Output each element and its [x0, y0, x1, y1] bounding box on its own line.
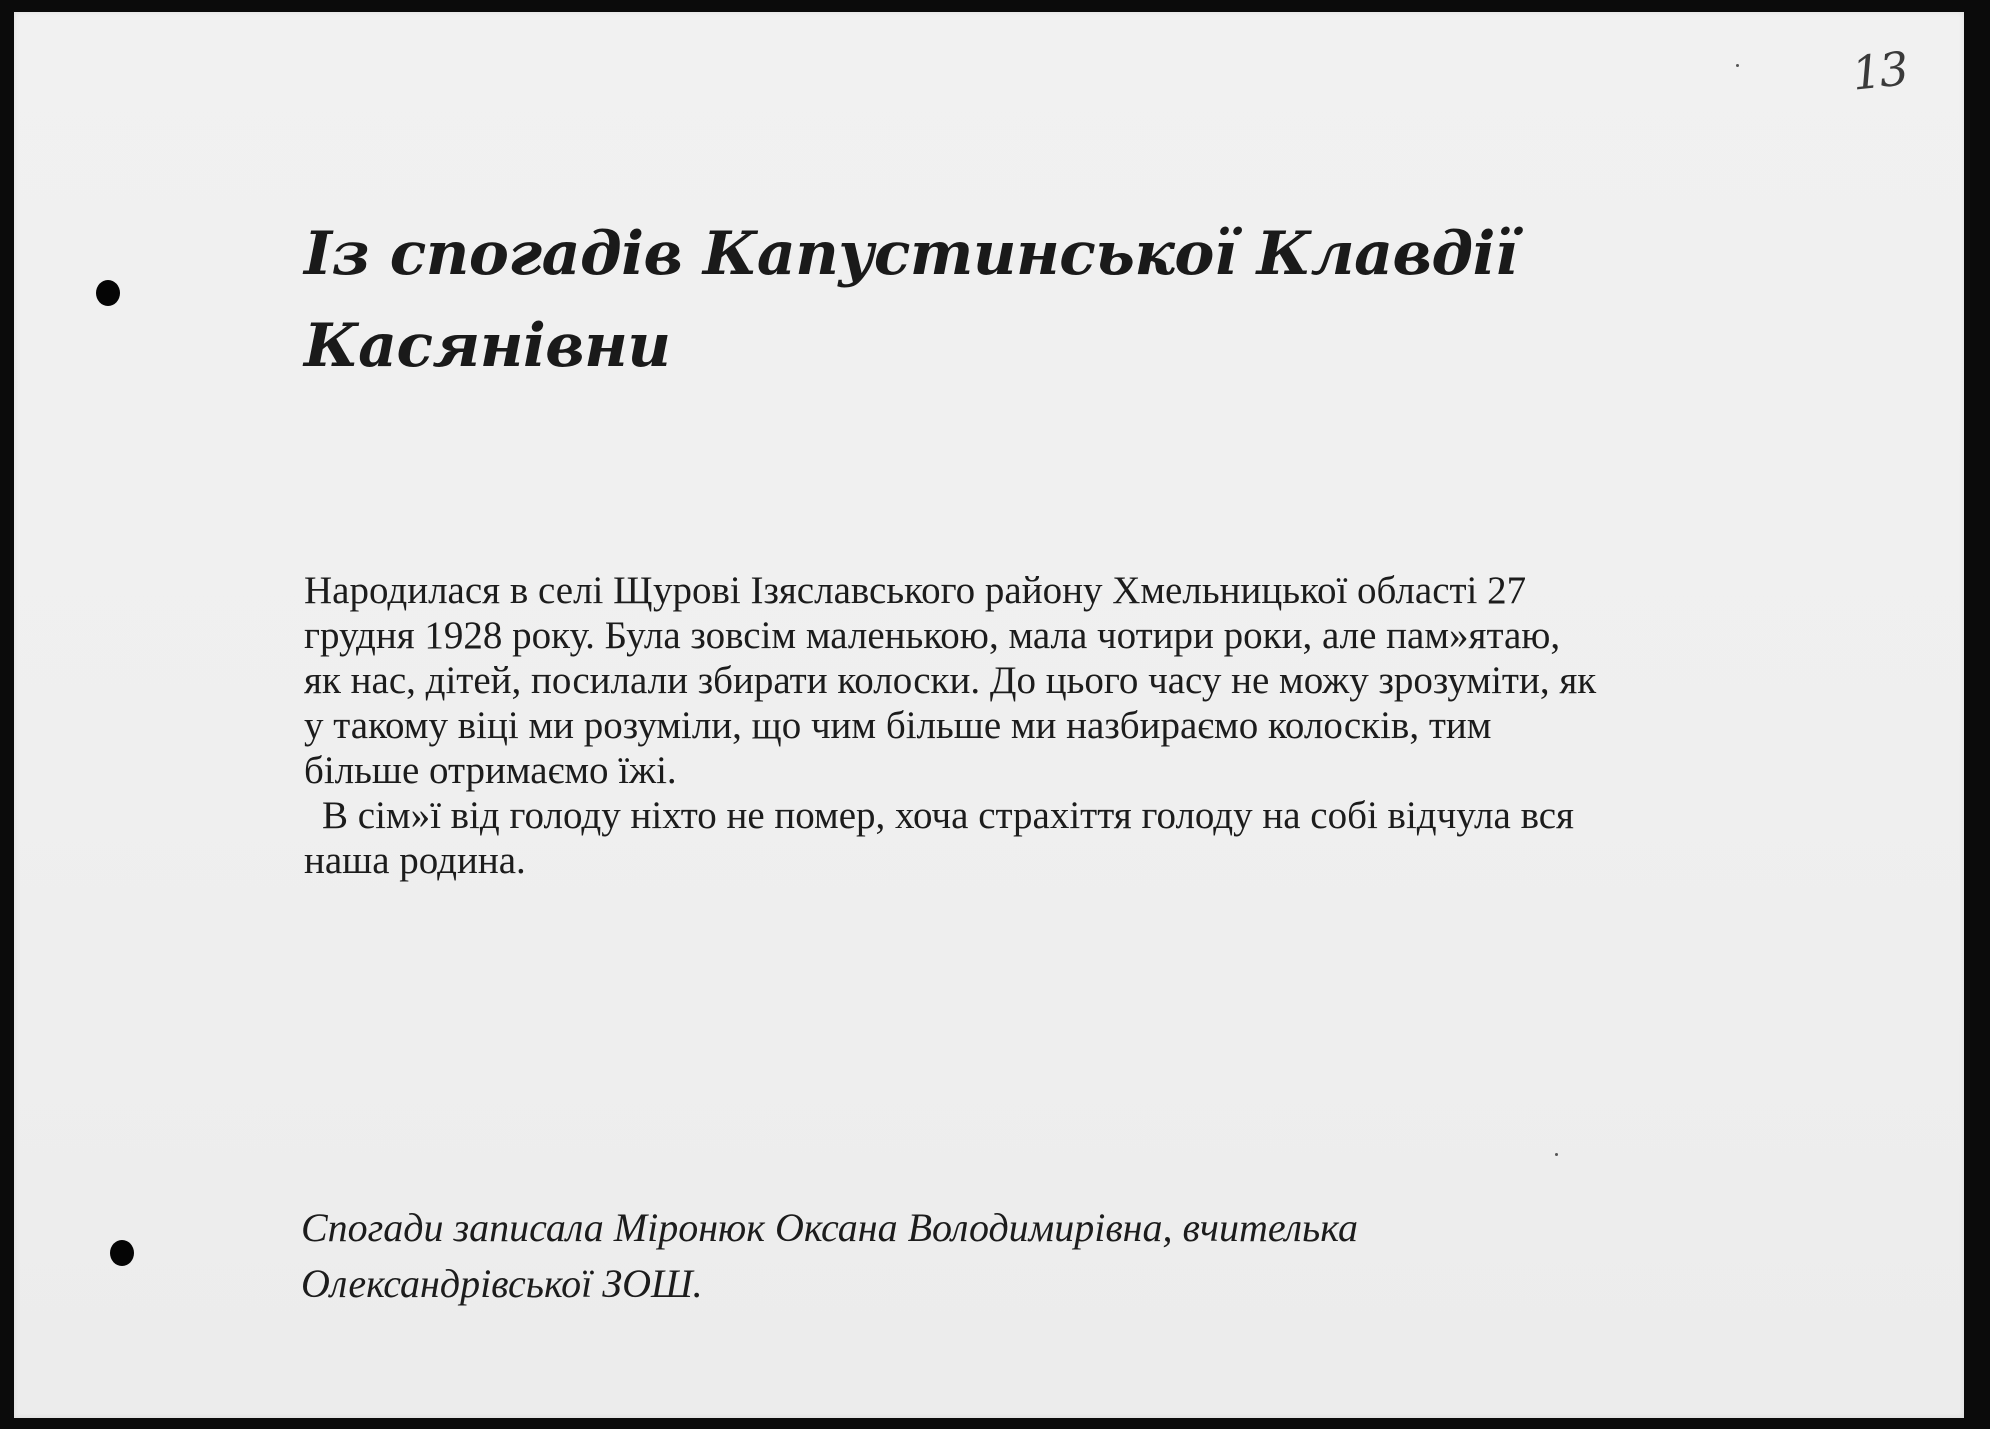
body-line: як нас, дітей, посилали збирати колоски. До цього часу не можу зрозуміти, як — [304, 659, 1597, 702]
footer-line: Спогади записала Міронюк Оксана Володимирівна, вчителька — [301, 1205, 1358, 1250]
title-line: Касянівни — [304, 311, 671, 381]
punch-hole-bottom — [110, 1240, 134, 1266]
punch-hole-top — [96, 280, 120, 306]
recorder-credit — [301, 1200, 1701, 1312]
body-line: Народилася в селі Щурові Ізяславського району Хмельницької області 27 — [304, 569, 1527, 612]
handwritten-page-number: 13 — [1849, 41, 1910, 101]
title-line: Із спогадів Капустинської Клавдії — [304, 219, 1518, 289]
body-line: В сім»ї від голоду ніхто не помер, хоча страхіття голоду на собі відчула вся — [322, 794, 1574, 837]
memoir-body — [304, 568, 1874, 883]
body-line: наша родина. — [304, 839, 526, 882]
paper-sheet — [14, 12, 1964, 1418]
document-title — [304, 208, 1604, 392]
paper-speck — [1555, 1153, 1558, 1156]
footer-line: Олександрівської ЗОШ. — [301, 1261, 703, 1306]
body-line: у такому віці ми розуміли, що чим більше ми назбираємо колосків, тим — [304, 704, 1492, 747]
paper-speck — [1736, 64, 1739, 67]
body-line: більше отримаємо їжі. — [304, 749, 677, 792]
body-line: грудня 1928 року. Була зовсім маленькою, мала чотири роки, але пам»ятаю, — [304, 614, 1561, 657]
